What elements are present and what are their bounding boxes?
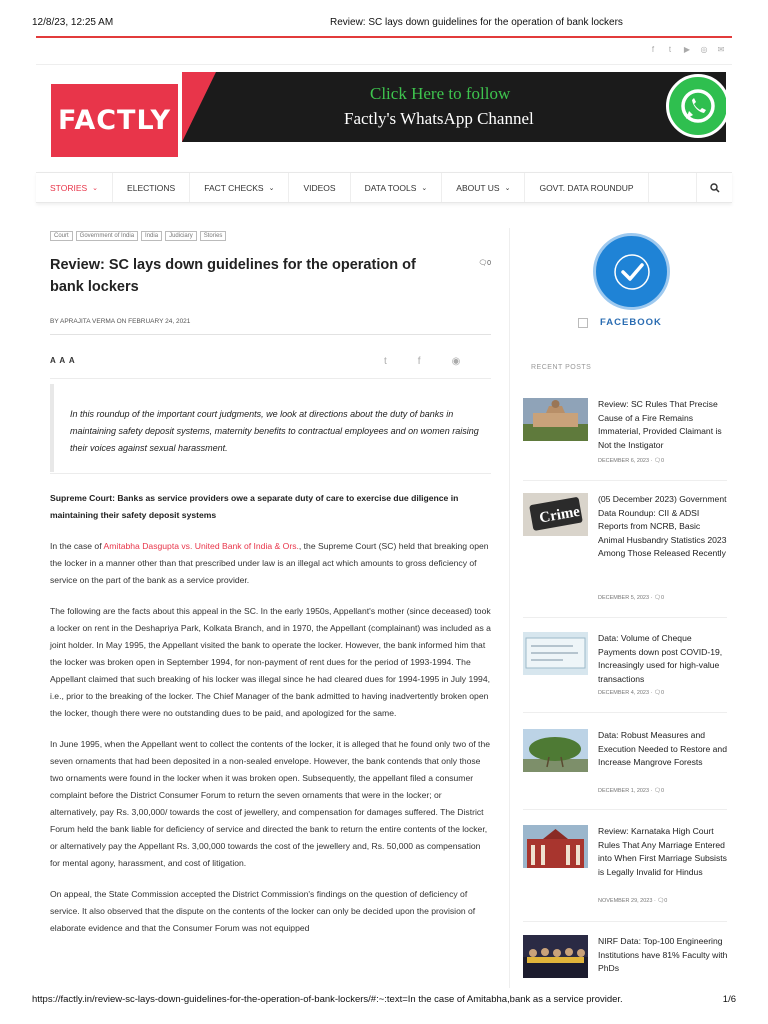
paragraph-2: The following are the facts about this appeal in the SC. In the early 1950s, Appellant's mother (since deceased) took a locker on rent in the Deshapriya Park, Kolkata Branch, and in 1970, the Appellant (complainant) was included as a joint holder. In May 1995, the Appellant visited the bank to operate the locker. However, the bank informed him that the locker was broken open in September 1994, for non-payment of rent dues for the period of 1993-1994. The Appellant claimed that such breaking of his locker was illegal since he had cleared dues for 1994-1995 in July 1994, i.e., prior to the breaking of the locker. The Chief Manager of the bank admitted to having inadvertently broken open the locker, though there were no outstanding dues to be paid, and apologized for the same. [50, 606, 491, 718]
post-date: DECEMBER 5, 2023 [598, 595, 650, 601]
paragraph-1 [50, 538, 491, 589]
print-title: Review: SC lays down guidelines for the operation of bank lockers [330, 17, 623, 28]
banner-line1: Click Here to follow [370, 84, 511, 103]
post-date: DECEMBER 4, 2023 [598, 690, 650, 696]
recent-post-title: Review: SC Rules That Precise Cause of a Fire Remains Immaterial, Provided Claimant is Not the Instigator [598, 399, 722, 450]
article-title: Review: SC lays down guidelines for the operation of bank lockers [50, 257, 416, 295]
top-divider [36, 64, 732, 65]
nav-label: GOVT. DATA ROUNDUP [539, 182, 634, 193]
tag-judiciary[interactable]: Judiciary [165, 231, 197, 241]
divider [50, 334, 491, 335]
facebook-icon[interactable]: f [651, 45, 655, 54]
chevron-down-icon: ⌄ [421, 184, 428, 192]
post-comments: 0 [660, 595, 664, 601]
search-icon [710, 183, 720, 193]
factly-logo[interactable] [51, 84, 178, 157]
search-button[interactable] [696, 173, 732, 202]
tag-government-of-india[interactable]: Government of India [76, 231, 138, 241]
post-date: DECEMBER 1, 2023 [598, 788, 650, 794]
recent-post-title: (05 December 2023) Government Data Roundup: CII & ADSI Reports from NCRB, Basic Animal Husbandry Statistics 2023 Among Those Released Recently [598, 494, 727, 559]
tag-stories[interactable]: Stories [200, 231, 227, 241]
article [50, 228, 491, 933]
checkmark-icon [612, 252, 652, 292]
recent-post-title: Data: Volume of Cheque Payments down post COVID-19, Increasingly used for high-value transactions [598, 633, 723, 684]
article-summary: In this roundup of the important court judgments, we look at directions about the duty of banks in maintaining safety deposit systems, maternity benefits to contractual employees and on women raising their voices against sexual harassment. [50, 384, 491, 472]
chevron-down-icon: ⌄ [268, 184, 275, 192]
chevron-down-icon: ⌄ [504, 184, 511, 192]
byline: BY APRAJITA VERMA ON FEBRUARY 24, 2021 [50, 318, 191, 325]
svg-text:Crime: Crime [538, 503, 582, 527]
nav-item-fact-checks[interactable] [190, 173, 289, 202]
recent-post-meta: DECEMBER 1, 2023 · 🗨0 [598, 788, 664, 794]
divider [523, 712, 727, 713]
tag-list [50, 231, 491, 241]
tag-india[interactable]: India [141, 231, 162, 241]
youtube-icon[interactable]: ▶ [683, 45, 691, 54]
nav-item-govt-data-roundup[interactable] [525, 173, 648, 202]
crime-text-thumb [523, 493, 588, 536]
article-body [50, 490, 491, 951]
post-date: DECEMBER 6, 2023 [598, 458, 650, 464]
font-size-control[interactable]: A A A [50, 356, 76, 365]
facebook-widget[interactable] [578, 317, 662, 328]
nav-label: STORIES [50, 182, 88, 193]
twitter-icon[interactable]: t [668, 45, 672, 54]
divider [50, 378, 491, 379]
paragraph-4: On appeal, the State Commission accepted the District Commission's findings on the question of deficiency of service. It also observed that the dispute on the contents of the locker can only be decided upon the provision of elaborate evidence and that the Consumer Forum was not equipped [50, 889, 476, 933]
header-red-rule [36, 36, 732, 38]
main-nav [36, 172, 732, 203]
fact-check-badge [593, 233, 670, 310]
recent-posts-heading: RECENT POSTS [531, 364, 592, 371]
print-datetime: 12/8/23, 12:25 AM [32, 17, 114, 28]
recent-post-meta: NOVEMBER 29, 2023 · 🗨0 [598, 898, 668, 904]
recent-post-title: Review: Karnataka High Court Rules That Any Marriage Entered into When First Marriage Subsists is Legally Invalid for Hindus [598, 826, 727, 877]
nav-label: VIDEOS [303, 182, 336, 193]
nav-item-videos[interactable] [289, 173, 350, 202]
nav-item-elections[interactable] [113, 173, 190, 202]
divider [50, 473, 491, 474]
twitter-share-icon[interactable]: t [384, 356, 387, 367]
nav-label: ABOUT US [456, 182, 500, 193]
paragraph-text: In the case of [50, 541, 104, 551]
recent-post-meta: DECEMBER 4, 2023 · 🗨0 [598, 690, 664, 696]
facebook-share-icon[interactable]: f [417, 356, 421, 367]
nav-label: DATA TOOLS [364, 182, 417, 193]
instagram-icon[interactable]: ◎ [700, 45, 708, 54]
banner-red-wedge [182, 72, 216, 142]
social-icons [649, 46, 725, 54]
logo-text: FACTLY [57, 105, 172, 136]
banner-line2: Factly's WhatsApp Channel [344, 109, 534, 128]
print-url: https://factly.in/review-sc-lays-down-guidelines-for-the-operation-of-bank-lockers/#:~:text=In the case of Amitabha,bank as a service provider. [32, 994, 623, 1005]
nav-item-stories[interactable] [36, 173, 113, 202]
cheque-thumb [523, 632, 588, 675]
divider [523, 617, 727, 618]
reddit-share-icon[interactable]: ◉ [451, 356, 461, 367]
nav-item-about-us[interactable] [442, 173, 525, 202]
recent-post-title: Data: Robust Measures and Execution Needed to Restore and Increase Mangrove Forests [598, 730, 727, 768]
comment-icon: 🗨 [478, 260, 488, 267]
nav-label: FACT CHECKS [204, 182, 264, 193]
post-date: NOVEMBER 29, 2023 [598, 898, 653, 904]
print-header [32, 17, 736, 31]
section-heading: Supreme Court: Banks as service providers owe a separate duty of care to exercise due diligence in maintaining their safety deposit systems [50, 493, 459, 520]
paragraph-text: , the Supreme Court (SC) held that breaking open the locker in a manner other than that prescribed under law is an illegal act which amounts to gross deficiency of service on the part of the bank as a service provider. [50, 541, 489, 585]
column-divider [509, 228, 510, 988]
post-comments: 0 [660, 690, 664, 696]
post-comments: 0 [660, 458, 664, 464]
recent-post-meta: DECEMBER 6, 2023 · 🗨0 [598, 458, 664, 464]
mangrove-thumb [523, 729, 588, 772]
high-court-building-thumb [523, 825, 588, 868]
post-comments: 0 [660, 788, 664, 794]
recent-post-meta: DECEMBER 5, 2023 · 🗨0 [598, 595, 664, 601]
tag-court[interactable]: Court [50, 231, 73, 241]
recent-post-title: NIRF Data: Top-100 Engineering Institutions have 81% Faculty with PhDs [598, 936, 728, 974]
nav-label: ELECTIONS [127, 182, 176, 193]
nav-item-data-tools[interactable] [351, 173, 443, 202]
comment-count[interactable] [478, 259, 491, 267]
divider [523, 480, 727, 481]
divider [523, 809, 727, 810]
facebook-label: FACEBOOK [600, 317, 662, 328]
graduates-thumb [523, 935, 588, 978]
paragraph-3: In June 1995, when the Appellant went to collect the contents of the locker, it is alleged that he found only two of the seven ornaments that had been deposited in a non-sealed envelope. However, the bank contends that only those two ornaments were found in the locker when it was broken open. Subsequently, the appellant filed a consumer complaint before the District Consumer Forum to return the seven ornaments that were in the locker; or alternatively, pay Rs. 3,00,000/ towards the cost of jewellery, and compensation for damages suffered. The District Forum held the bank liable for deficiency of service and directed the bank to return the entire contents of the locker, or alternatively pay the Appellant Rs. 3,00,000 towards the cost of the jewellery and, Rs. 50,000 as compensation for mental agony, harassment, and cost of litigation. [50, 739, 491, 868]
print-page-number: 1/6 [722, 994, 736, 1005]
comment-count-value: 0 [487, 260, 491, 267]
supreme-court-building-thumb [523, 398, 588, 441]
whatsapp-icon [666, 74, 726, 138]
post-comments: 0 [664, 898, 668, 904]
chevron-down-icon: ⌄ [92, 184, 99, 192]
whatsapp-banner[interactable] [182, 72, 726, 142]
case-link[interactable]: Amitabha Dasgupta vs. United Bank of India & Ors. [103, 541, 299, 551]
email-icon[interactable]: ✉ [717, 45, 725, 54]
share-buttons [384, 356, 460, 367]
divider [523, 921, 727, 922]
broken-image-icon [578, 318, 588, 328]
